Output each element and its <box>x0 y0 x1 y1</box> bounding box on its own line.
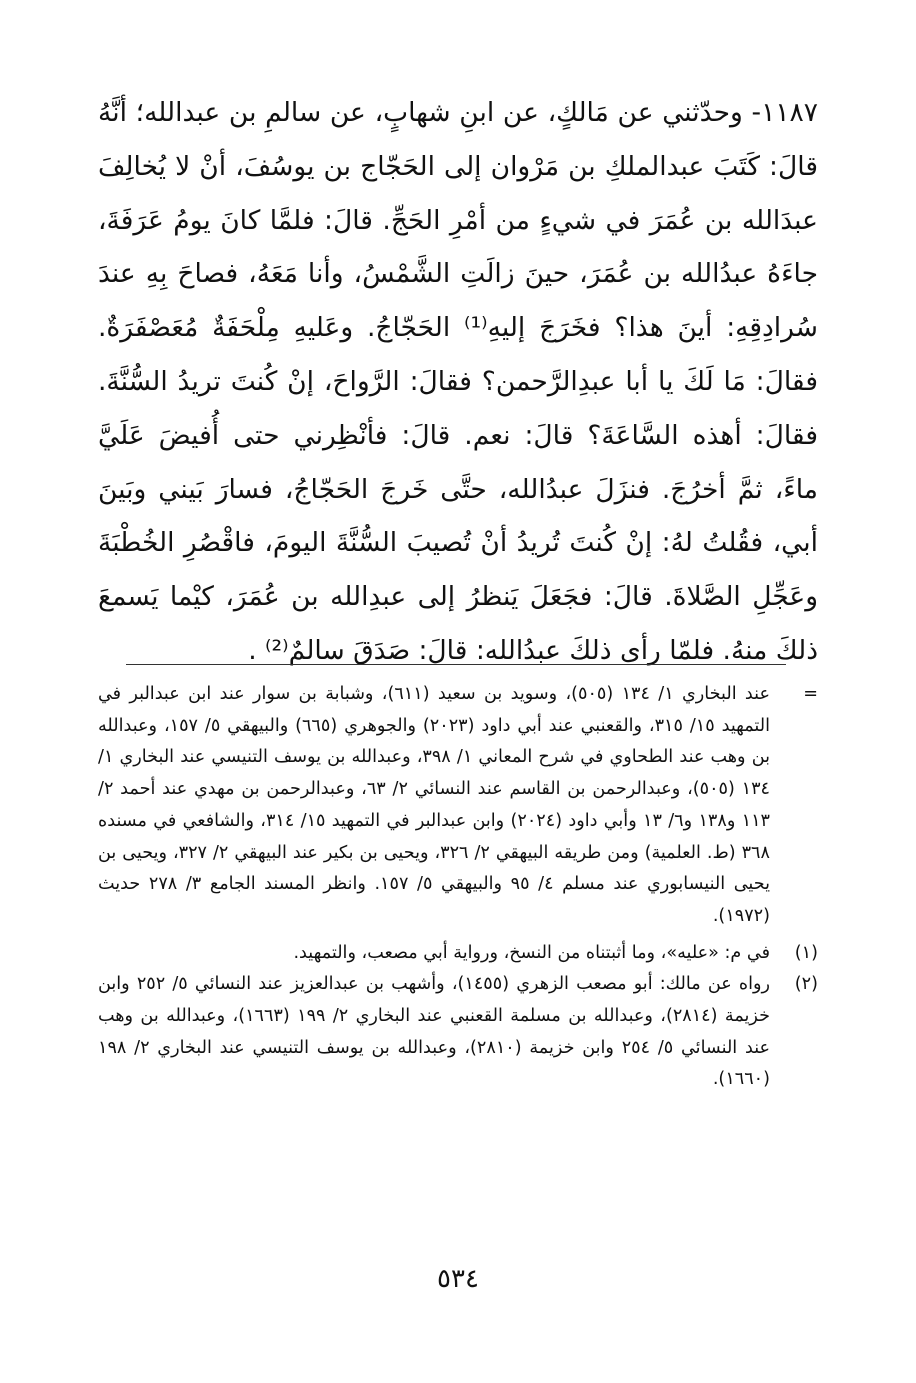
footnote-text: رواه عن مالك: أبو مصعب الزهري (١٤٥٥)، وأشهب بن عبدالعزيز عند النسائي ٥/ ٢٥٢ وابن خزيمة (٢٨١٤)، وعبدالله بن مسلمة القعنبي عند البخاري ٢/ ١٩٩ (١٦٦٣)، وعبدالله بن وهب عند النسائي ٥/ ٢٥٤ وابن خزيمة (٢٨١٠)، وعبدالله بن يوسف التنيسي عند البخاري ٢/ ١٩٨ (١٦٦٠). <box>98 974 771 1090</box>
footnote-continuation <box>98 679 818 933</box>
footnotes <box>98 679 818 1096</box>
footnote-text: في م: «عليه»، وما أثبتناه من النسخ، ورواية أبي مصعب، والتمهيد. <box>293 942 770 963</box>
footnote-marker: (٢) <box>794 974 818 995</box>
page-number: ٥٣٤ <box>437 1264 479 1294</box>
hadith-number: ١١٨٧- <box>751 97 818 128</box>
footnote-text: عند البخاري ١/ ١٣٤ (٥٠٥)، وسويد بن سعيد (٦١١)، وشبابة بن سوار عند ابن عبدالبر في التمهيد ١٥/ ٣١٥، والقعنبي عند أبي داود (٢٠٢٣) والجوهري (٦٦٥) والبيهقي ٥/ ١٥٧، وعبدالله بن وهب عند الطحاوي في شرح المعاني ١/ ٣٩٨، وعبدالله بن يوسف التنيسي عند البخاري ١/ ١٣٤ (٥٠٥)، وعبدالرحمن بن القاسم عند النسائي ٢/ ٦٣، وعبدالرحمن بن مهدي عند أحمد ٢/ ١١٣ و١٣٨ و٦/ ١٣ وأبي داود (٢٠٢٤) وابن عبدالبر في التمهيد ١٥/ ٣١٤، والشافعي في مسنده ٣٦٨ (ط. العلمية) ومن طريقه البيهقي ٢/ ٣٢٦، ويحيى بن بكير عند البيهقي ٢/ ٣٢٧، ويحيى بن يحيى النيسابوري عند مسلم ٤/ ٩٥ والبيهقي ٥/ ١٥٧. وانظر المسند الجامع ٣/ ٢٧٨ حديث (١٩٧٢). <box>98 684 771 926</box>
footnote-marker: = <box>803 684 818 704</box>
hadith-body <box>98 86 818 678</box>
hadith-text: وحدّثني عن مَالكٍ، عن ابنِ شهابٍ، عن سالمِ بن عبدالله؛ أنَّهُ قالَ: كَتَبَ عبدالملكِ بن مَرْوان إلى الحَجّاج بن يوسُفَ، أنْ لا يُخالِفَ عبدَالله بن عُمَرَ في شيءٍ من أمْرِ الحَجِّ. قالَ: فلمَّا كانَ يومُ عَرَفَةَ، جاءَهُ عبدُالله بن عُمَرَ، حينَ زالَتِ الشَّمْسُ، وأنا مَعَهُ، فصاحَ بِهِ عندَ سُرادِقِهِ: أينَ هذا؟ فخَرَجَ إليهِ⁽¹⁾ الحَجّاجُ. وعَليهِ مِلْحَفَةٌ مُعَصْفَرَةٌ. فقالَ: مَا لَكَ يا أبا عبدِالرَّحمن؟ فقالَ: الرَّواحَ، إنْ كُنتَ تريدُ السُّنَّةَ. فقالَ: أهذه السَّاعَةَ؟ قالَ: نعم. قالَ: فأنْظِرني حتى أُفيضَ عَلَيَّ ماءً، ثمَّ أخرُجَ. فنزَلَ عبدُالله، حتَّى خَرجَ الحَجّاجُ، فسارَ بَيني وبَينَ أبي، فقُلتُ لهُ: إنْ كُنتَ تُريدُ أنْ تُصيبَ السُّنَّةَ اليومَ، فاقْصُرِ الخُطْبَةَ وعَجِّلِ الصَّلاةَ. قالَ: فجَعَلَ يَنظرُ إلى عبدِالله بن عُمَرَ، كيْما يَسمعَ ذلكَ منهُ. فلمّا رأى ذلكَ عبدُالله: قالَ: صَدَقَ سالمٌ⁽²⁾ . <box>98 97 818 666</box>
footnote-marker: (١) <box>794 942 818 963</box>
footnote-divider <box>126 664 786 665</box>
footnote-2 <box>98 969 818 1096</box>
footnote-1 <box>98 938 818 970</box>
